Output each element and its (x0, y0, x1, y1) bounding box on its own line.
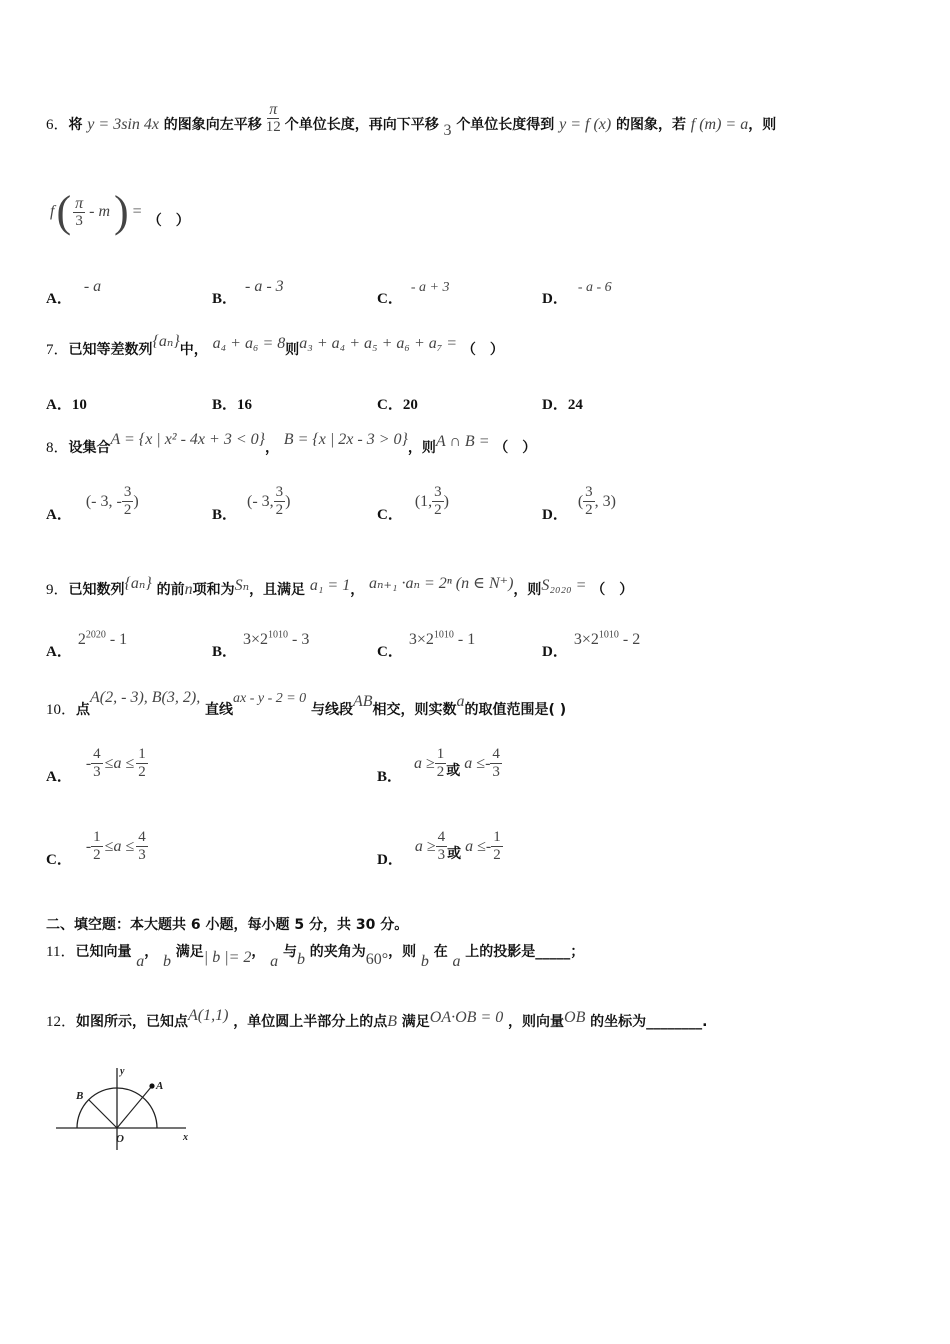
q7-option-d[interactable]: D．24 (542, 397, 583, 413)
q6-function: y = 3sin 4x (87, 116, 159, 133)
q12-blank[interactable]: 的坐标为________. (590, 1014, 708, 1030)
q6-expr-fraction: $\frac{\pi}{3}$ (75, 194, 84, 229)
q11-stem: 11．已知向量 a， b 满足| b |= 2， a 与b 的夹角为60°，则 b 在 a 上的投影是_____； (46, 944, 585, 970)
point-a-dot (149, 1083, 154, 1088)
q8-option-d[interactable]: D． ( $\frac{3}{2}$ , 3) (542, 484, 616, 523)
q12-point-a: A(1,1) (188, 1007, 229, 1024)
q6-option-d[interactable]: D．- a - 6 (542, 280, 612, 307)
q10-option-a[interactable]: A． - $\frac{4}{3}$ ≤a ≤ $\frac{1}{2}$ (46, 746, 146, 785)
q6-option-a[interactable]: A．- a (46, 278, 102, 307)
q7-sequence: {aₙ} (152, 333, 180, 350)
q9-option-b[interactable]: B．$3\times 2^{1010} - 3$ (212, 629, 310, 660)
q6-shift-fraction: $\frac{\pi}{12}$ (265, 100, 281, 135)
label-o: O (116, 1133, 124, 1145)
q9-sequence: {aₙ} (124, 575, 152, 592)
segment-ob (89, 1100, 117, 1128)
q12-dot-product: OA·OB = 0 (429, 1009, 504, 1026)
section-2-heading: 二、填空题：本大题共 6 小题，每小题 5 分，共 30 分。 (46, 917, 409, 933)
q7-expression: a₃ + a₄ + a₅ + a₆ + a₇ = (299, 335, 458, 352)
q8-option-b[interactable]: B． (- 3, $\frac{3}{2}$ ) (212, 484, 291, 523)
q8-expr: A ∩ B = (435, 433, 490, 450)
q11-blank[interactable]: 上的投影是_____； (465, 944, 585, 960)
q10-line: ax - y - 2 = 0 (232, 691, 307, 706)
q8-option-c[interactable]: C． (1, $\frac{3}{2}$ ) (377, 484, 449, 523)
q9-relation: aₙ₊₁ ·aₙ = 2ⁿ (n ∈ N⁺) (368, 575, 514, 592)
q9-option-d[interactable]: D．$3\times 2^{1010} - 2$ (542, 629, 641, 660)
q10-stem: 10．点A(2, - 3), B(3, 2), 直线ax - y - 2 = 0 与线段AB相交，则实数a的取值范围是( ) (46, 689, 567, 718)
q8-stem: 8．设集合A = {x | x² - 4x + 3 < 0}， B = {x | 2x - 3 > 0}，则A ∩ B = （ ） (46, 431, 537, 456)
q6-line2: f ( $\frac{\pi}{3}$ - m ) = （ ） (50, 187, 190, 236)
q7-stem: 7．已知等差数列{aₙ}中， a₄ + a₆ = 8则a₃ + a₄ + a₅ + a₆ + a₇ = （ ） (46, 333, 504, 358)
unit-semicircle-figure (50, 1062, 200, 1154)
label-b: B (76, 1090, 84, 1102)
q10-option-d[interactable]: D． a ≥ $\frac{4}{3}$ 或 a ≤- $\frac{1}{2}$ (377, 829, 501, 868)
q11-angle: 60° (365, 951, 389, 968)
q12-stem: 12．如图所示，已知点A(1,1) ，单位圆上半部分上的点B 满足OA·OB = 0 ，则向量OB 的坐标为________. (46, 1007, 708, 1030)
q11-condition: | b |= 2 (203, 949, 252, 966)
q6-g: y = f (x) (559, 116, 612, 133)
q9-option-c[interactable]: C．$3\times 2^{1010} - 1$ (377, 629, 476, 660)
label-a: A (156, 1080, 164, 1092)
q6-cond: f (m) = a (690, 116, 749, 133)
q10-option-b[interactable]: B． a ≥ $\frac{1}{2}$ 或 a ≤- $\frac{4}{3}$ (377, 746, 500, 785)
q6-option-b[interactable]: B．- a - 3 (212, 278, 284, 307)
q8-option-a[interactable]: A． (- 3, - $\frac{3}{2}$ ) (46, 484, 139, 523)
q9-option-a[interactable]: A．$2^{2020} - 1$ (46, 629, 128, 660)
q7-option-b[interactable]: B．16 (212, 397, 253, 413)
q10-option-c[interactable]: C． - $\frac{1}{2}$ ≤a ≤ $\frac{4}{3}$ (46, 829, 146, 868)
label-y: y (120, 1066, 125, 1077)
q6-line1: 6．将 y = 3sin 4x 的图象向左平移 $\frac{\pi}{12}$ 个单位长度，再向下平移 3 个单位长度得到 y = f (x) 的图象，若 f (m) = a，则 (46, 100, 777, 139)
q8-set-b: B = {x | 2x - 3 > 0} (283, 431, 408, 448)
q9-s2020: S₂₀₂₀ = (541, 577, 587, 594)
q7-option-c[interactable]: C．20 (377, 397, 418, 413)
q8-set-a: A = {x | x² - 4x + 3 < 0} (110, 431, 266, 448)
q7-condition: a₄ + a₆ = 8 (212, 335, 286, 352)
q9-stem: 9．已知数列{aₙ} 的前n项和为Sₙ，且满足 a₁ = 1， aₙ₊₁ ·aₙ = 2ⁿ (n ∈ N⁺)，则S₂₀₂₀ = （ ） (46, 575, 634, 598)
q9-a1: a₁ = 1 (309, 577, 351, 594)
q7-option-a[interactable]: A．10 (46, 397, 87, 413)
q10-points: A(2, - 3), B(3, 2), (90, 689, 201, 706)
q6-number: 6． (46, 117, 69, 133)
label-x: x (183, 1132, 188, 1143)
q6-option-c[interactable]: C．- a + 3 (377, 280, 450, 307)
